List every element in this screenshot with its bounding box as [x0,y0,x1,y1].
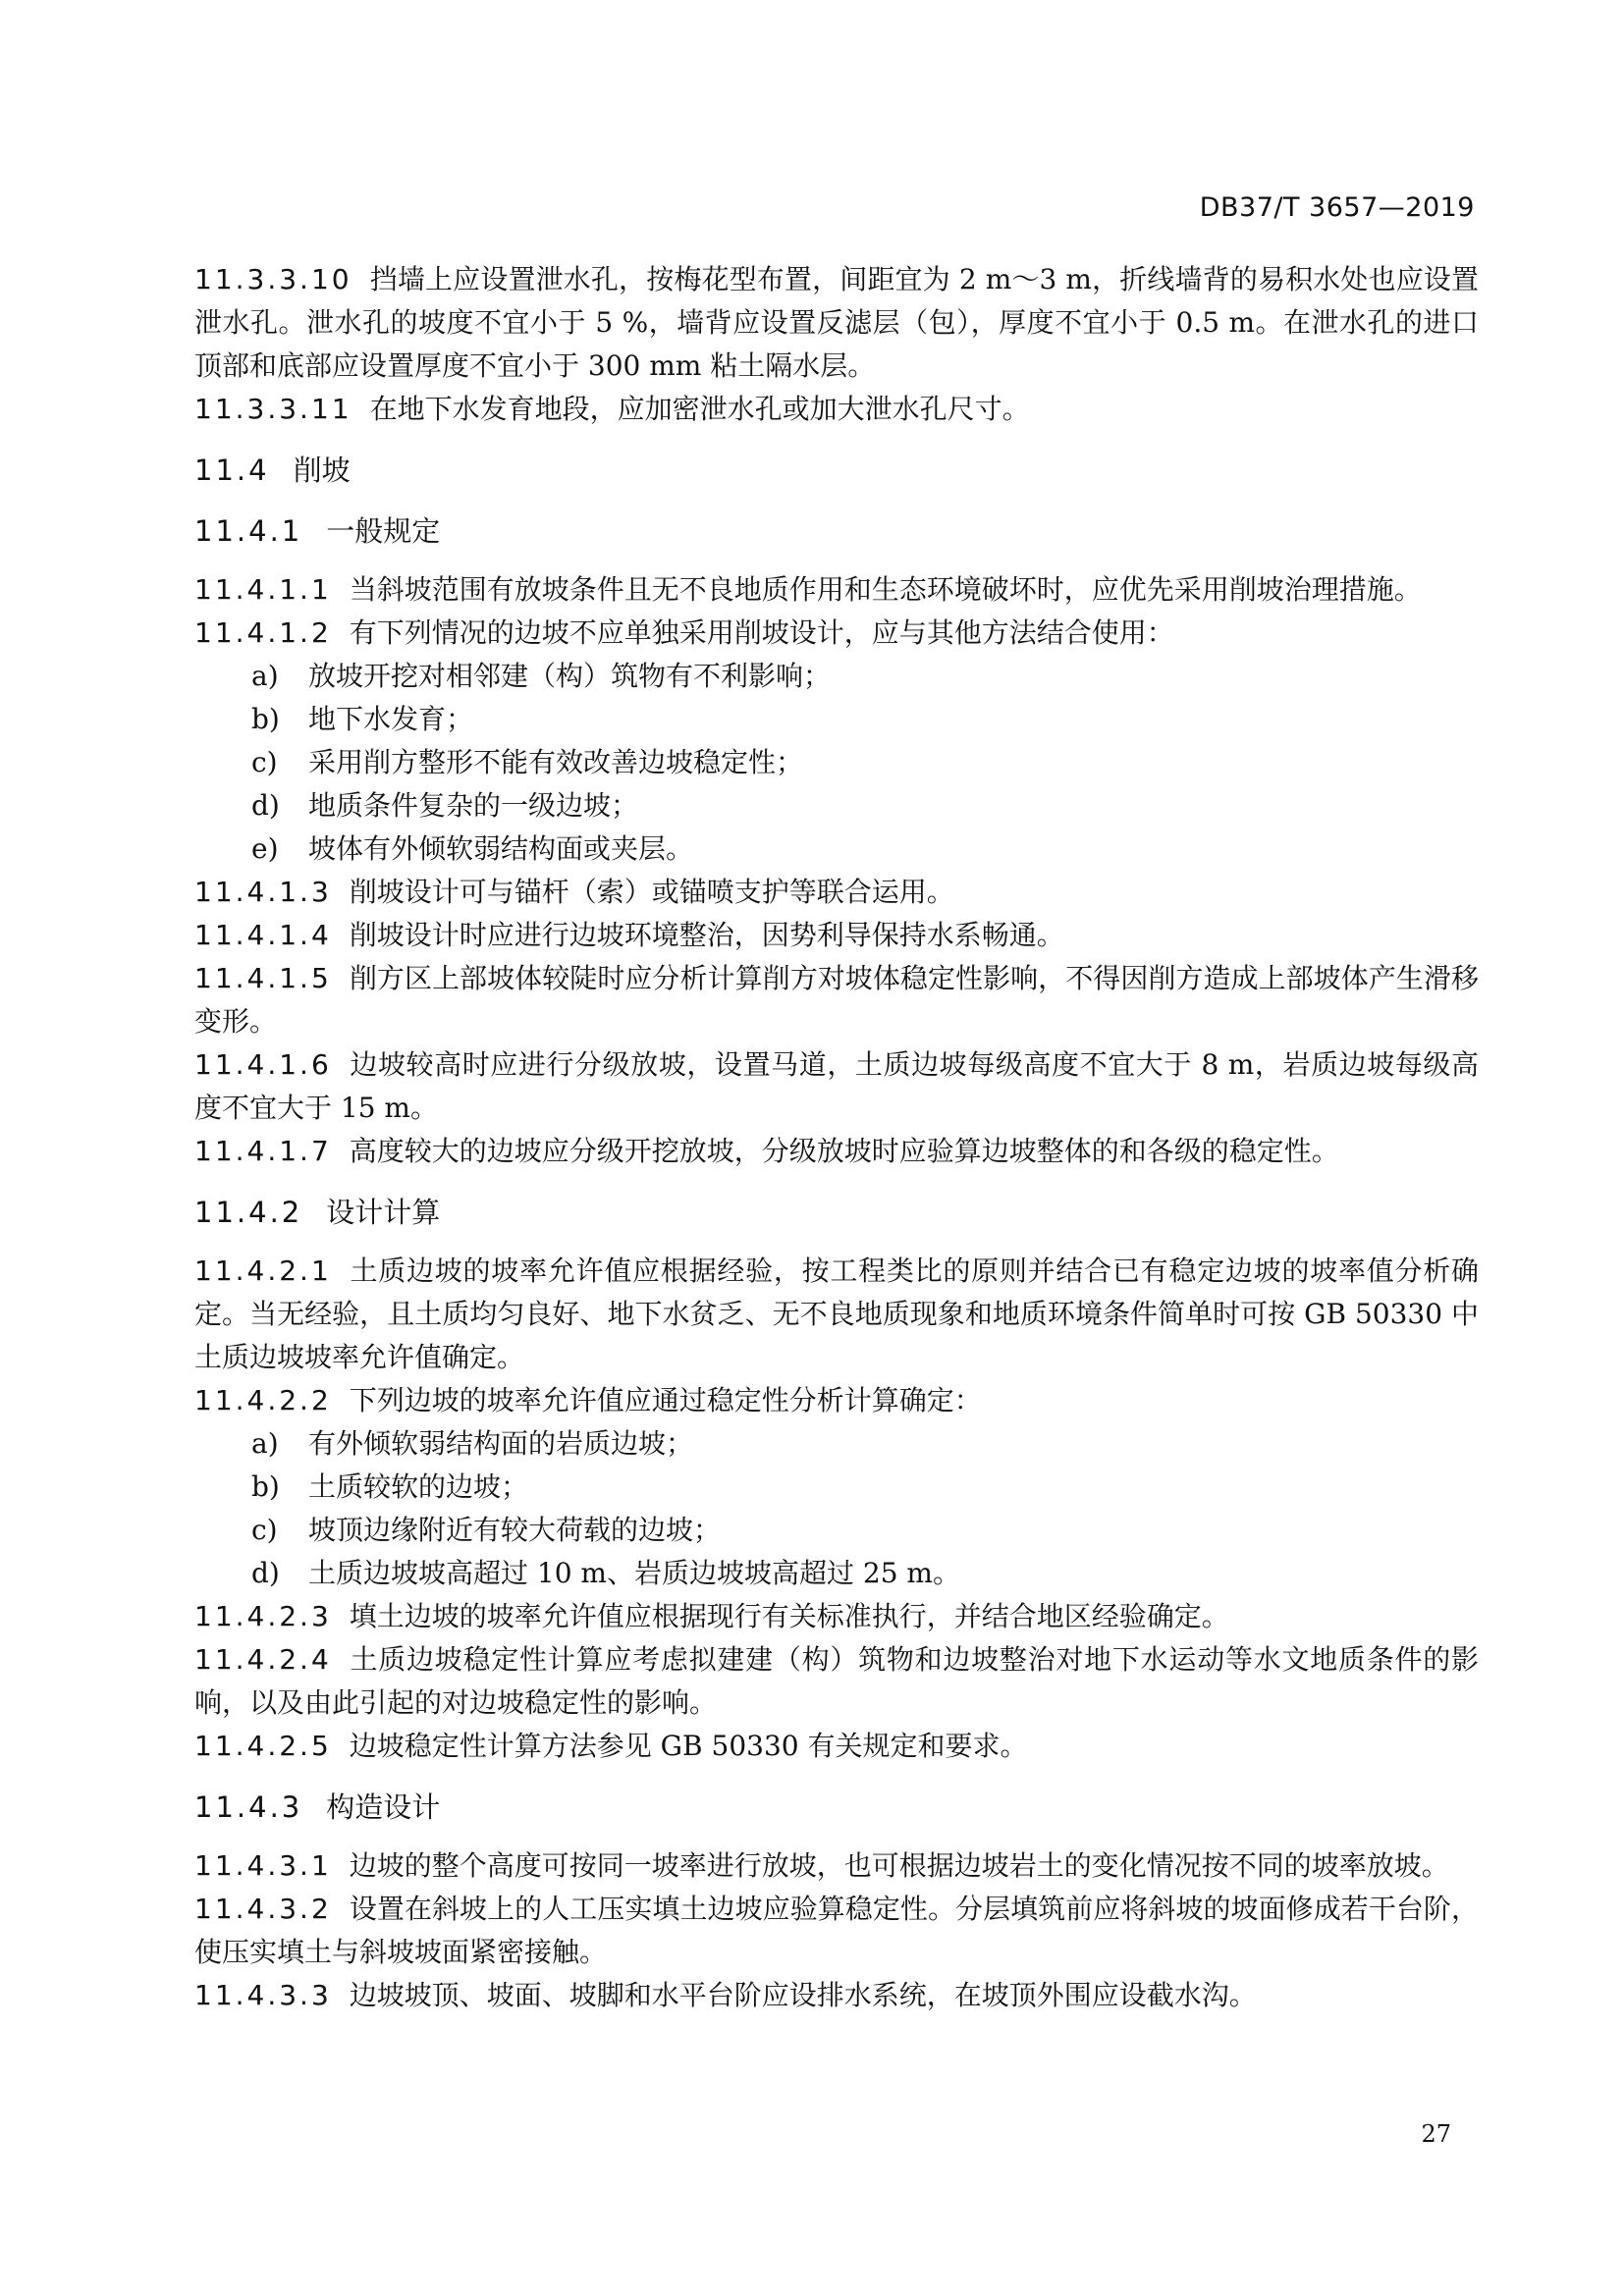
list-item [194,741,1479,784]
clause-number: 11.4.3.1 [194,1849,332,1882]
clause-text: 边坡的整个高度可按同一坡率进行放坡，也可根据边坡岩土的变化情况按不同的坡率放坡。 [349,1849,1449,1882]
clause-text: 下列边坡的坡率允许值应通过稳定性分析计算确定： [349,1384,982,1416]
clause-number: 11.4.2.1 [194,1255,332,1287]
clause-number: 11.4.1.5 [194,962,332,994]
clause-text: 边坡坡顶、坡面、坡脚和水平台阶应设排水系统，在坡顶外围应设截水沟。 [349,1979,1257,2011]
section-heading [194,449,1479,492]
clause-number: 11.4.1.2 [194,616,332,649]
clause-paragraph [194,568,1479,612]
clause-number: 11.4.3.2 [194,1893,332,1925]
list-item-label: a) [251,660,279,692]
clause-paragraph [194,1379,1479,1422]
clause-paragraph [194,1638,1479,1725]
page-number: 27 [1421,2120,1451,2148]
clause-number: 11.4.1.4 [194,919,332,951]
clause-number: 11.4.1.1 [194,573,332,606]
clause-paragraph [194,1250,1479,1379]
section-number: 11.4.3 [194,1790,303,1824]
list-item-text: 土质边坡坡高超过 10 m、岩质边坡坡高超过 25 m。 [308,1557,960,1589]
clause-paragraph [194,1725,1479,1768]
list-item [194,698,1479,741]
clause-paragraph [194,957,1479,1043]
clause-text: 边坡较高时应进行分级放坡，设置马道，土质边坡每级高度不宜大于 8 m，岩质边坡每级高度不宜大于 15 m。 [194,1048,1479,1124]
section-heading [194,509,1479,553]
clause-paragraph [194,1595,1479,1638]
list-item-label: c) [251,746,278,778]
clause-paragraph [194,1974,1479,2017]
clause-number: 11.3.3.11 [194,393,352,425]
list-item-text: 放坡开挖对相邻建（构）筑物有不利影响； [308,660,832,692]
section-title: 削坡 [293,454,351,487]
list-item [194,828,1479,871]
clause-text: 高度较大的边坡应分级开挖放坡，分级放坡时应验算边坡整体的和各级的稳定性。 [349,1135,1339,1167]
clause-paragraph [194,1888,1479,1974]
clause-text: 削坡设计时应进行边坡环境整治，因势利导保持水系畅通。 [349,919,1064,951]
clause-paragraph [194,612,1479,655]
list-item-text: 坡顶边缘附近有较大荷载的边坡； [308,1514,722,1546]
list-item-label: b) [251,1470,280,1503]
section-title: 构造设计 [326,1790,441,1824]
clause-number: 11.4.2.4 [194,1643,332,1676]
clause-text: 当斜坡范围有放坡条件且无不良地质作用和生态环境破坏时，应优先采用削坡治理措施。 [349,573,1422,606]
clause-text: 削方区上部坡体较陡时应分析计算削方对坡体稳定性影响，不得因削方造成上部坡体产生滑移变形。 [194,962,1479,1038]
list-item [194,655,1479,698]
clause-paragraph [194,1130,1479,1173]
list-item [194,1552,1479,1595]
clause-number: 11.4.1.7 [194,1135,332,1167]
clause-number: 11.4.1.6 [194,1048,332,1081]
list-item [194,1422,1479,1466]
list-item-text: 地质条件复杂的一级边坡； [308,789,639,822]
document-code: DB37/T 3657—2019 [1199,192,1475,223]
clause-text: 有下列情况的边坡不应单独采用削坡设计，应与其他方法结合使用： [349,616,1174,649]
section-heading [194,1191,1479,1234]
list-item-label: a) [251,1427,279,1460]
clause-paragraph [194,871,1479,914]
section-title: 一般规定 [326,514,441,548]
list-item-label: e) [251,832,279,865]
list-item [194,1509,1479,1552]
clause-text: 在地下水发育地段，应加密泄水孔或加大泄水孔尺寸。 [369,393,1030,425]
clause-paragraph [194,388,1479,431]
clause-text: 土质边坡的坡率允许值应根据经验，按工程类比的原则并结合已有稳定边坡的坡率值分析确定。当无经验，且土质均匀良好、地下水贫乏、无不良地质现象和地质环境条件简单时可按 GB 50330 中土质边坡坡率允许值确定。 [194,1255,1479,1373]
section-title: 设计计算 [326,1196,441,1229]
clause-number: 11.4.1.3 [194,876,332,908]
list-item-text: 土质较软的边坡； [308,1470,529,1503]
clause-number: 11.4.2.2 [194,1384,332,1416]
clause-text: 设置在斜坡上的人工压实填土边坡应验算稳定性。分层填筑前应将斜坡的坡面修成若干台阶，使压实填土与斜坡坡面紧密接触。 [194,1893,1479,1968]
list-item-label: d) [251,789,280,822]
section-heading [194,1786,1479,1829]
clause-text: 土质边坡稳定性计算应考虑拟建建（构）筑物和边坡整治对地下水运动等水文地质条件的影响，以及由此引起的对边坡稳定性的影响。 [194,1643,1479,1719]
list-item [194,1466,1479,1509]
list-item-label: c) [251,1514,278,1546]
list-item-label: d) [251,1557,280,1589]
section-number: 11.4.2 [194,1196,303,1229]
list-item-text: 坡体有外倾软弱结构面或夹层。 [308,832,694,865]
clause-text: 挡墙上应设置泄水孔，按梅花型布置，间距宜为 2 m～3 m，折线墙背的易积水处也应设置泄水孔。泄水孔的坡度不宜小于 5 %，墙背应设置反滤层（包），厚度不宜小于 0.5 m。在泄水孔的进口顶部和底部应设置厚度不宜小于 300 mm 粘土隔水层。 [194,263,1479,382]
clause-text: 填土边坡的坡率允许值应根据现行有关标准执行，并结合地区经验确定。 [349,1600,1229,1632]
clause-paragraph [194,914,1479,957]
list-item-text: 地下水发育； [308,703,474,735]
document-body [194,258,1479,2017]
clause-paragraph [194,1844,1479,1888]
clause-number: 11.4.2.5 [194,1730,332,1762]
clause-text: 削坡设计可与锚杆（索）或锚喷支护等联合运用。 [349,876,954,908]
clause-number: 11.4.3.3 [194,1979,332,2011]
clause-paragraph [194,1043,1479,1130]
clause-number: 11.3.3.10 [194,263,352,295]
list-item-text: 采用削方整形不能有效改善边坡稳定性； [308,746,804,778]
section-number: 11.4.1 [194,514,303,548]
clause-paragraph [194,258,1479,388]
list-item [194,784,1479,828]
list-item-label: b) [251,703,280,735]
clause-text: 边坡稳定性计算方法参见 GB 50330 有关规定和要求。 [349,1730,1028,1762]
list-item-text: 有外倾软弱结构面的岩质边坡； [308,1427,694,1460]
clause-number: 11.4.2.3 [194,1600,332,1632]
section-number: 11.4 [194,454,270,487]
